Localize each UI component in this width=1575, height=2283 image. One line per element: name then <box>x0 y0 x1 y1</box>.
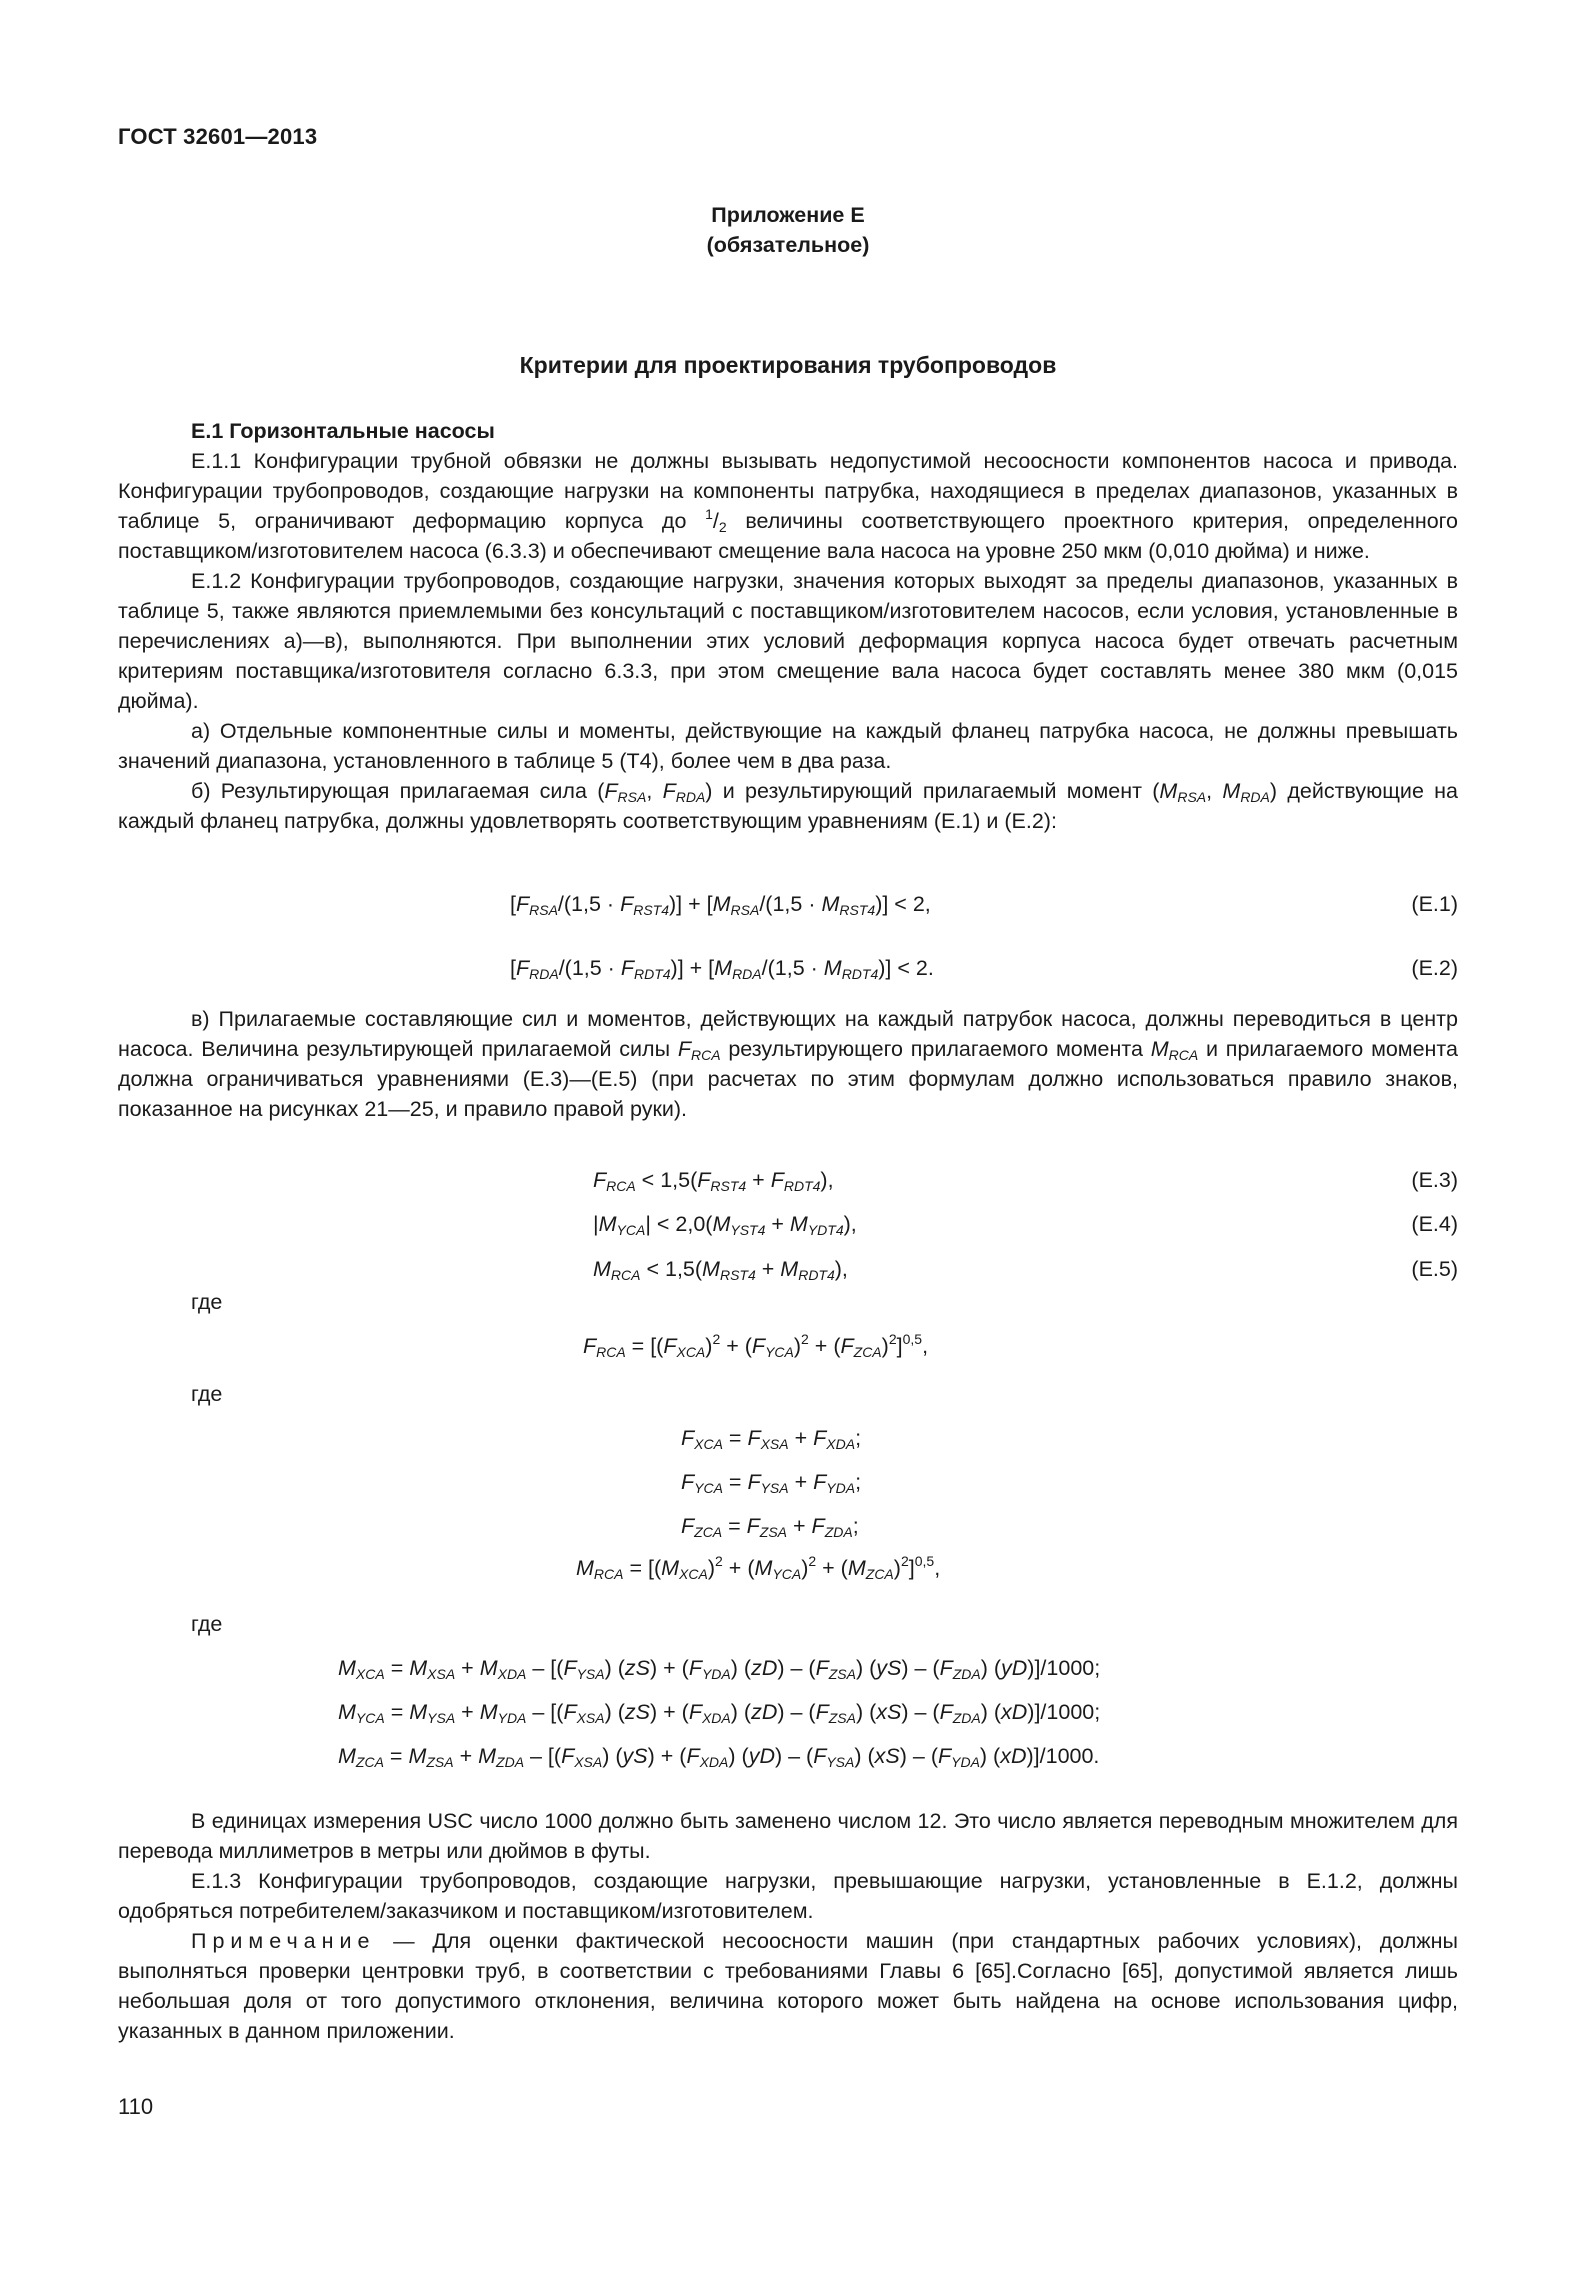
equation-number: (Е.4) <box>1411 1212 1458 1236</box>
equation-e3: $F_{RCA} < 1,5(F_{RST4} + F_{RDT4})$, (Е.3) <box>593 1168 1458 1194</box>
paragraph-b-part1: б) Результирующая прилагаемая сила ( <box>191 779 605 803</box>
paragraph-e12: Е.1.2 Конфигурации трубопроводов, создающие нагрузки, значения которых выходят за пределы диапазонов, указанных в таблице 5, также являются приемлемыми без консультаций с поставщиком/изготовителем насосов, если условия, установленные в перечислениях а)—в), выполняются. При выполнении этих условий деформация корпуса насоса будет отвечать расчетным критериям поставщика/изготовителя согласно 6.3.3, при этом смещение вала насоса будет составлять менее 380 мкм (0,015 дюйма). <box>118 569 1458 713</box>
equation-fyca: $F_{YCA} = F_{YSA} + F_{YDA}$; <box>681 1470 862 1496</box>
page-number: 110 <box>118 2094 154 2119</box>
fraction-denominator: 2 <box>718 519 727 535</box>
equation-number: (Е.2) <box>1411 956 1458 980</box>
fraction-numerator: 1 <box>705 506 713 522</box>
equation-e5: $M_{RCA} < 1,5(M_{RST4} + M_{RDT4})$, (Е.5) <box>593 1257 1458 1283</box>
paragraph-v: в) Прилагаемые составляющие сил и моментов, действующих на каждый патрубок насоса, должны переводиться в центр насоса. Величина результирующей прилагаемой силы $F_{RCA}$ результирующего прилагаемого момента $M_{RCA}$ и прилагаемого момента должна ограничиваться уравнениями (Е.3)—(Е.5) (при расчетах по этим формулам должно использоваться правило знаков, показанное на рисунках 21—25, и правило правой руки). <box>118 1007 1458 1121</box>
closing-text <box>118 1806 1458 2046</box>
equation-e2: $[F_{RDA}/(1,5 \cdot F_{RDT4})] + [M_{RDA}/(1,5 \cdot M_{RDT4})] < 2$. (Е.2) <box>510 956 1458 982</box>
section-e1-text <box>118 416 1458 836</box>
paragraph-b-part3: ) действующие на каждый фланец патрубка, должны удовлетворять соответствующим уравнениям (Е.1) и (Е.2): <box>118 779 1459 833</box>
equation-number: (Е.3) <box>1411 1168 1458 1192</box>
where-label: где <box>191 1612 223 1636</box>
note-paragraph <box>118 1926 1458 2046</box>
equation-mxca: $M_{XCA} = M_{XSA} + M_{XDA} - [(F_{YSA}) (zS) + (F_{YDA})$ $(zD) - (F_{ZSA})$ $(yS) - (F_{ZDA})$ (yD)]/1000; <box>338 1656 1101 1682</box>
note-text: — Для оценки фактической несоосности машин (при стандартных рабочих условиях), должны выполняться проверки центровки труб, в соответствии с требованиями Главы 6 [65].Согласно [65], допустимой является лишь небольшая доля от того допустимого отклонения, величина которого может быть найдена на основе использования цифр, указанных в данном приложении. <box>118 1929 1458 2043</box>
paragraph-v-part2: результирующего прилагаемого момента <box>720 1037 1151 1061</box>
section-e1-title: Е.1 Горизонтальные насосы <box>191 419 495 443</box>
paragraph-a: а) Отдельные компонентные силы и моменты, действующие на каждый фланец патрубка насоса, не должны превышать значений диапазона, установленного в таблице 5 (Т4), более чем в два раза. <box>118 719 1458 773</box>
equation-e4: $|M_{YCA}| < 2,0(M_{YST4} + M_{YDT4})$, (Е.4) <box>593 1212 1458 1238</box>
paragraph-e13: Е.1.3 Конфигурации трубопроводов, создающие нагрузки, превышающие нагрузки, установленные в Е.1.2, должны одобряться потребителем/заказчиком и поставщиком/изготовителем. <box>118 1869 1458 1923</box>
equation-number: (Е.5) <box>1411 1257 1458 1281</box>
paragraph-e11-part2: величины соответствующего проектного критерия, определенного поставщиком/изготовителем насоса (6.3.3) и обеспечивают смещение вала насоса на уровне 250 мкм (0,010 дюйма) и ниже. <box>118 509 1458 563</box>
equation-fzca: $F_{ZCA} = F_{ZSA} + F_{ZDA}$; <box>681 1514 859 1540</box>
paragraph-b-part2: ) и результирующий прилагаемый момент ( <box>705 779 1160 803</box>
standard-header: ГОСТ 32601—2013 <box>118 124 318 149</box>
paragraph-v-part3: и прилагаемого момента должна ограничиваться уравнениями (Е.3)—(Е.5) (при расчетах по этим формулам должно использоваться правило знаков, показанное на рисунках 21—25, и правило правой руки). <box>118 1037 1458 1121</box>
paragraph-v-block <box>118 1004 1458 1124</box>
note-label: Примечание <box>191 1929 376 1953</box>
equation-number: (Е.1) <box>1411 892 1458 916</box>
paragraph-usc: В единицах измерения USC число 1000 должно быть заменено числом 12. Это число является переводным множителем для перевода миллиметров в метры или дюймов в футы. <box>118 1809 1458 1863</box>
paragraph-e11: Е.1.1 Конфигурации трубной обвязки не должны вызывать недопустимой несоосности компонентов насоса и привода. Конфигурации трубопроводов, создающие нагрузки на компоненты патрубка, находящиеся в пределах диапазонов, указанных в таблице 5, ограничивают деформацию корпуса до $^1/_2$ величины соответствующего проектного критерия, определенного поставщиком/изготовителем насоса (6.3.3) и обеспечивают смещение вала насоса на уровне 250 мкм (0,010 дюйма) и ниже. <box>118 449 1458 563</box>
equation-mzca: $M_{ZCA} = M_{ZSA} + M_{ZDA} - [(F_{XSA}) (yS) + (F_{XDA})$ $(yD) - (F_{YSA})$ $(xS) - (F_{YDA})$ (xD)]/1000. <box>338 1744 1100 1770</box>
equation-mrca: $M_{RCA} = [(M_{XCA})^2 + (M_{YCA})^2 + (M_{ZCA})^2]^{0,5}$, <box>576 1553 941 1582</box>
equation-e1: $[F_{RSA}/(1,5 \cdot F_{RST4})] + [M_{RSA}/(1,5 \cdot M_{RST4})] < 2$, (Е.1) <box>510 892 1458 918</box>
paragraph-b: б) Результирующая прилагаемая сила ($F_{RSA}$, $F_{RDA}$) и результирующий прилагаемый момент ($M_{RSA}$, $M_{RDA}$) действующие на каждый фланец патрубка, должны удовлетворять соответствующим уравнениям (Е.1) и (Е.2): <box>118 779 1459 833</box>
equation-myca: $M_{YCA} = M_{YSA} + M_{YDA} - [(F_{XSA}) (zS) + (F_{XDA})$ $(zD) - (F_{ZSA})$ $(xS) - (F_{ZDA})$ (xD)]/1000; <box>338 1700 1101 1726</box>
equation-frca: $F_{RCA} = [(F_{XCA})^2 + (F_{YCA})^2 + (F_{ZCA})^2]^{0,5}$, <box>583 1331 929 1360</box>
paragraph-v-part1: в) Прилагаемые составляющие сил и моментов, действующих на каждый патрубок насоса, должны переводиться в центр насоса. Величина результирующей прилагаемой силы <box>118 1007 1458 1061</box>
paragraph-e11-part1: Е.1.1 Конфигурации трубной обвязки не должны вызывать недопустимой несоосности компонентов насоса и привода. Конфигурации трубопроводов, создающие нагрузки на компоненты патрубка, находящиеся в пределах диапазонов, указанных в таблице 5, ограничивают деформацию корпуса до <box>118 449 1458 533</box>
appendix-status: (обязательное) <box>706 233 870 257</box>
appendix-title: Приложение Е <box>711 203 865 227</box>
where-label: где <box>191 1382 223 1406</box>
appendix-heading: Критерии для проектирования трубопроводов <box>519 352 1057 378</box>
equation-fxca: $F_{XCA} = F_{XSA} + F_{XDA}$; <box>681 1426 862 1452</box>
where-label: где <box>191 1290 223 1314</box>
